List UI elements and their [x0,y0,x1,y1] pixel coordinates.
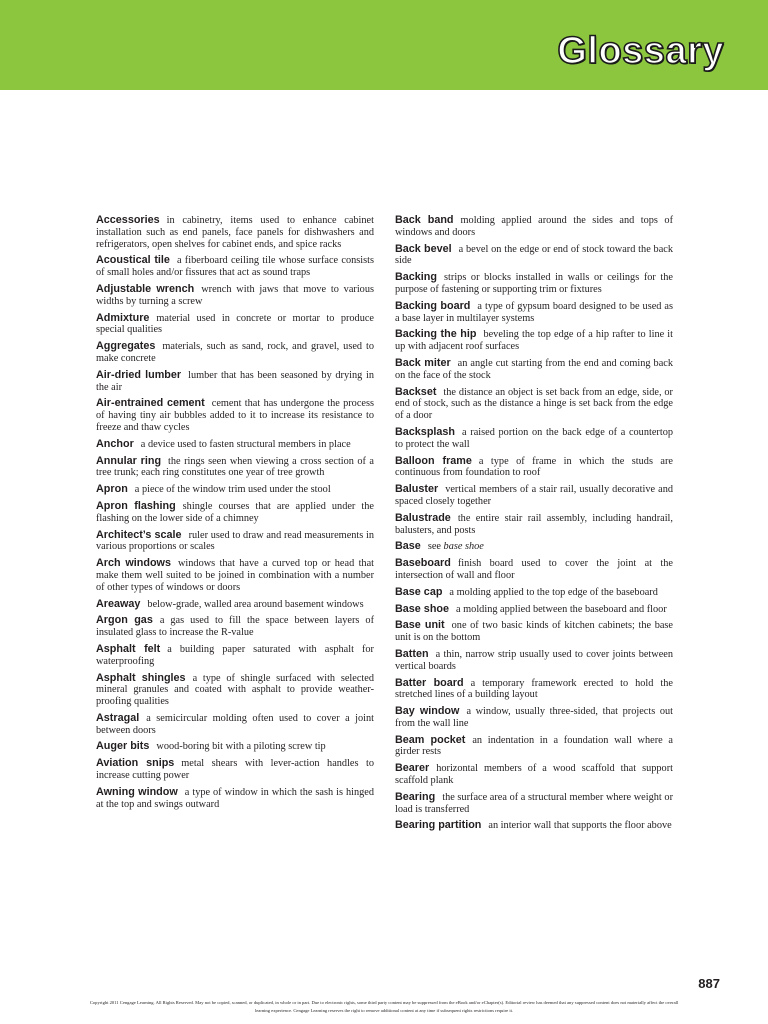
glossary-term: Admixture [96,311,150,324]
glossary-entry [395,244,673,268]
glossary-term: Batten [395,647,429,660]
glossary-entry [96,398,374,433]
glossary-entry [96,741,374,753]
glossary-entry [96,599,374,611]
copyright-notice: Copyright 2011 Cengage Learning. All Rights Reserved. May not be copied, scanned, or duplicated, in whole or in part. Due to electronic rights, some third party content may be suppressed from the eBook and/or eChapter(s). Editorial review has deemed that any suppressed content does not materially affect the overall learning experience. Cengage Learning reserves the right to remove additional content at any time if subsequent rights restrictions require it. [89,1000,679,1013]
glossary-term: Astragal [96,711,140,724]
glossary-definition: a molding applied between the baseboard and floor [456,603,667,615]
glossary-entry [395,820,673,832]
glossary-definition: beveling the top edge of a hip rafter to line it up with adjacent roof surfaces [395,329,673,353]
glossary-definition: a type of frame in which the studs are continuous from foundation to roof [395,455,673,479]
glossary-entry [395,792,673,816]
glossary-definition: a raised portion on the back edge of a countertop to protect the wall [395,426,673,450]
glossary-entry [395,587,673,599]
glossary-term: Asphalt shingles [96,671,186,684]
glossary-entry [395,604,673,616]
glossary-definition: material used in concrete or mortar to produce special qualities [96,312,374,336]
glossary-term: Back bevel [395,242,452,255]
glossary-term: Bearing [395,790,436,803]
glossary-term: Backing the hip [395,328,477,341]
glossary-definition: an angle cut starting from the end and coming back on the face of the stock [395,357,673,381]
glossary-entry [395,329,673,353]
glossary-term: Back miter [395,356,451,369]
page-title: Glossary [557,30,724,72]
glossary-entry [395,763,673,787]
glossary-term: Baseboard [395,557,451,570]
glossary-definition: a building paper saturated with asphalt for waterproofing [96,643,374,667]
glossary-column-left [96,215,374,815]
glossary-term: Bearing partition [395,819,482,832]
glossary-definition: a type of gypsum board designed to be used as a base layer in multilayer systems [395,300,673,324]
glossary-term: Annular ring [96,454,162,467]
glossary-term: Aviation snips [96,757,175,770]
glossary-definition: see base shoe [427,541,484,553]
glossary-term: Base unit [395,619,445,632]
glossary-definition: a device used to fasten structural members in place [140,438,351,450]
glossary-entry [96,439,374,451]
glossary-entry [96,758,374,782]
glossary-definition: a molding applied to the top edge of the baseboard [449,586,658,598]
glossary-column-right [395,215,673,837]
glossary-entry [96,341,374,365]
glossary-definition: a piece of the window trim used under the stool [134,484,331,496]
glossary-term: Auger bits [96,740,150,753]
glossary-definition: a gas used to fill the space between layers of insulated glass to increase the R-value [96,615,374,639]
glossary-term: Balloon frame [395,454,472,467]
glossary-term: Argon gas [96,614,153,627]
glossary-entry [96,484,374,496]
glossary-entry [395,541,673,553]
glossary-term: Aggregates [96,340,156,353]
glossary-entry [96,530,374,554]
glossary-term: Acoustical tile [96,254,170,267]
glossary-definition: materials, such as sand, rock, and gravel, used to make concrete [96,341,374,364]
glossary-entry [96,644,374,668]
glossary-term: Baluster [395,483,439,496]
glossary-definition: wrench with jaws that move to various widths by turning a screw [96,283,374,307]
glossary-definition: molding applied around the sides and tops of windows and doors [395,215,673,238]
glossary-definition: in cabinetry, items used to enhance cabinet installation such as end panels, face panels for dishwashers and refrigerators, open shelves for cabinet ends, and spice racks [96,215,374,250]
glossary-term: Architect’s scale [96,528,182,541]
glossary-definition: a fiberboard ceiling tile whose surface consists of small holes and/or fissures that act as sound traps [96,255,375,279]
glossary-entry [395,358,673,382]
glossary-definition: a thin, narrow strip usually used to cover joints between vertical boards [395,648,673,672]
glossary-definition: a type of shingle surfaced with selected mineral granules and coated with asphalt to provide weather-proofing qualities [96,672,374,708]
glossary-term: Arch windows [96,557,171,570]
glossary-definition: a bevel on the edge or end of stock toward the back side [395,243,673,267]
glossary-definition: an indentation in a foundation wall where a girder rests [395,734,673,758]
glossary-term: Asphalt felt [96,642,161,655]
glossary-definition: vertical members of a stair rail, usually decorative and spaced closely together [395,484,673,507]
glossary-definition: horizontal members of a wood scaffold that support scaffold plank [395,763,673,787]
glossary-term: Air-entrained cement [96,397,205,410]
glossary-entry [96,255,374,279]
glossary-entry [96,713,374,737]
glossary-entry [395,706,673,730]
glossary-entry [395,678,673,702]
glossary-entry [96,370,374,394]
glossary-definition: the rings seen when viewing a cross section of a tree trunk; each ring constitutes one year of tree growth [96,455,374,479]
glossary-entry [395,272,673,296]
glossary-entry [395,513,673,537]
glossary-entry [96,787,374,811]
glossary-term: Apron flashing [96,499,176,512]
glossary-entry [96,501,374,525]
glossary-entry [395,620,673,644]
glossary-entry [395,301,673,325]
glossary-definition: a type of window in which the sash is hinged at the top and swings outward [96,786,374,810]
glossary-definition: a window, usually three-sided, that projects out from the wall line [395,706,674,729]
glossary-definition: metal shears with lever-action handles to increase cutting power [96,758,374,782]
glossary-entry [96,284,374,308]
glossary-definition: ruler used to draw and read measurements in various proportions or scales [96,529,375,553]
glossary-entry [395,649,673,673]
glossary-term: Base [395,540,421,553]
glossary-entry [395,558,673,582]
glossary-term: Backset [395,385,437,398]
glossary-entry [395,387,673,422]
glossary-entry [395,427,673,451]
glossary-entry [96,215,374,250]
glossary-term: Adjustable wrench [96,282,195,295]
glossary-term: Base shoe [395,602,450,615]
glossary-definition: the entire stair rail assembly, including handrail, balusters, and posts [395,512,673,536]
glossary-term: Backing [395,271,438,284]
glossary-entry [395,456,673,480]
glossary-term: Balustrade [395,511,451,524]
glossary-definition: windows that have a curved top or head that make them well suited to be joined in combination with a number of other types of windows or doors [96,558,375,593]
glossary-entry [96,615,374,639]
glossary-term: Awning window [96,785,178,798]
page-number: 887 [698,976,720,991]
glossary-definition: below-grade, walled area around basement windows [147,598,364,610]
glossary-definition: finish board used to cover the joint at the intersection of wall and floor [395,558,673,581]
glossary-term: Bay window [395,705,460,718]
glossary-entry [96,456,374,480]
glossary-definition: shingle courses that are applied under the flashing on the lower side of a chimney [96,500,374,524]
glossary-definition: strips or blocks installed in walls or ceilings for the purpose of fastening or supporting trim or fixtures [395,272,673,295]
glossary-definition: one of two basic kinds of kitchen cabinets; the base unit is on the bottom [395,620,673,644]
glossary-entry [96,558,374,593]
glossary-definition: a semicircular molding often used to cover a joint between doors [96,712,374,736]
glossary-term: Base cap [395,585,443,598]
glossary-term: Backsplash [395,425,456,438]
glossary-definition: the distance an object is set back from an edge, side, or end of stock, such as the distance a hinge is set back from the edge of a door [395,386,673,422]
glossary-term: Batter board [395,676,464,689]
glossary-entry [395,215,673,239]
glossary-term: Beam pocket [395,733,466,746]
glossary-term: Accessories [96,214,160,226]
glossary-term: Backing board [395,299,471,312]
header-banner [0,0,768,90]
glossary-definition: wood-boring bit with a piloting screw tip [156,741,326,753]
glossary-entry [395,484,673,508]
glossary-entry [96,673,374,708]
glossary-entry [96,313,374,337]
glossary-definition: cement that has undergone the process of having tiny air bubbles added to it to increase its resistance to freeze and thaw cycles [96,398,374,433]
glossary-term: Bearer [395,762,430,775]
glossary-definition: lumber that has been seasoned by drying in the air [96,369,374,393]
glossary-definition: the surface area of a structural member where weight or load is transferred [395,791,673,815]
glossary-definition: a temporary framework erected to hold the stretched lines of a building layout [395,677,673,701]
glossary-term: Apron [96,483,128,496]
glossary-entry [395,735,673,759]
glossary-term: Air-dried lumber [96,368,182,381]
glossary-term: Back band [395,214,454,226]
glossary-definition: an interior wall that supports the floor above [488,820,672,832]
glossary-term: Anchor [96,437,134,450]
glossary-term: Areaway [96,597,141,610]
